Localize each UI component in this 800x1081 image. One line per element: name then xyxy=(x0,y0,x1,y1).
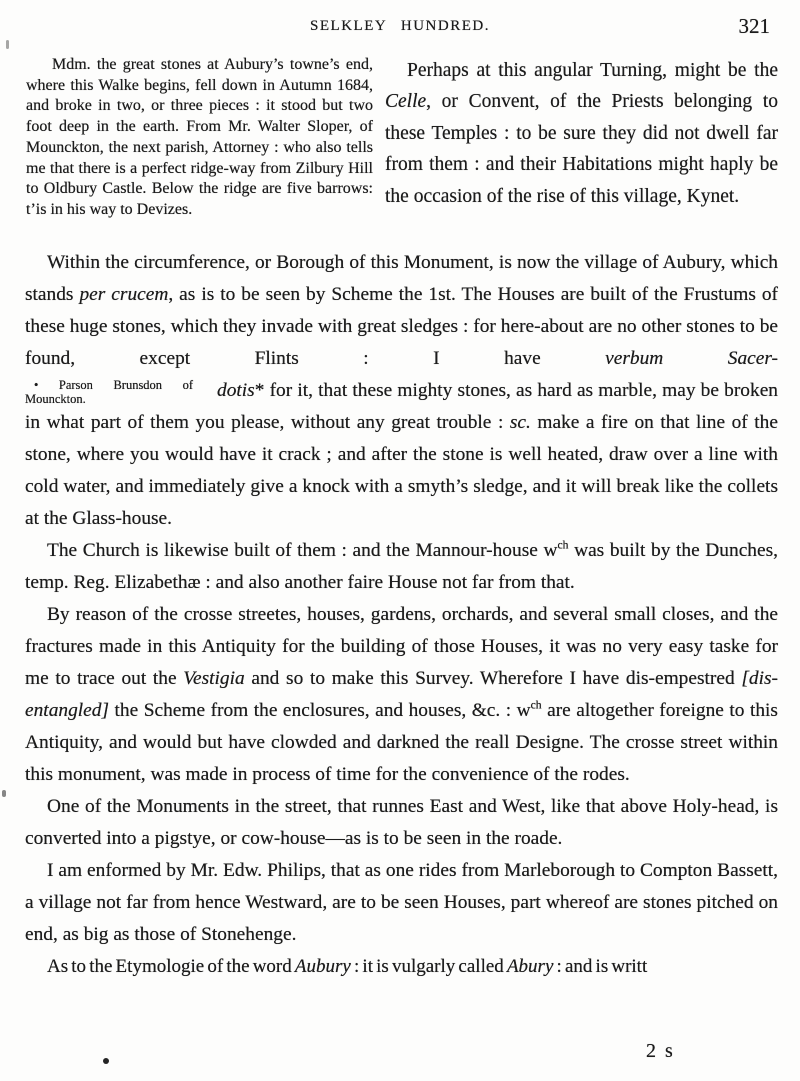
page-number: 321 xyxy=(738,14,770,38)
paragraph-within-circumference: Within the circumference, or Borough of this Monument, is now the village of Aubury, which stands per crucem, as is to be seen by Scheme the 1st. The Houses are built of the Frustums of these huge stones, which they invade with great sledges : for here-about are no other stones to be found, except Flints : I have verbum Sacer- xyxy=(25,252,779,369)
running-head xyxy=(0,14,800,42)
memorandum-column: Mdm. the great stones at Aubury’s towne’s end, where this Walke begins, fell down in Autumn 1684, and broke in two, or three pieces : it stood but two foot deep in the earth. From Mr. Walter Sloper, of Mounckton, the next parish, Attorney : who also tells me that there is a perfect ridge-way from Zilbury Hill to Oldbury Castle. Below the ridge are five barrows: t’is in his way to Devizes. xyxy=(26,56,373,218)
paragraph-dotis-text: dotis* for it, that these mighty stones, as hard as marble, may be broken in what part of them you please, without any great trouble : sc. make a fire on that line of the stone, where you would have it crack ; and after the stone is well heated, draw over a line with cold water, and immediately give a knock with a smyth’s sledge, and it will break like the collets at the Glass-house. xyxy=(25,380,778,529)
ink-spot xyxy=(103,1058,109,1064)
running-title: SELKLEY HUNDRED. xyxy=(310,18,490,34)
ink-spot xyxy=(2,790,6,797)
signature-mark: 2 s xyxy=(646,1040,675,1062)
intro-column: Perhaps at this angular Turning, might be the Celle, or Convent, of the Priests belonging to these Temples : to be sure they did not dwell far from them : and their Habitations might haply be the occasion of the rise of this village, Kynet. xyxy=(385,60,778,207)
paragraph-church: The Church is likewise built of them : and the Mannour-house $w^{ch}$ was built by the Dunches, temp. Reg. Elizabethæ : and also another faire House not far from that. xyxy=(25,538,778,593)
ink-spot xyxy=(6,40,9,49)
paragraph-dotis xyxy=(25,375,778,535)
paragraph-enformed: I am enformed by Mr. Edw. Philips, that as one rides from Marleborough to Compton Bassett, a village not far from hence Westward, are to be seen Houses, part whereof are stones pitched on end, as big as those of Stonehenge. xyxy=(25,860,778,945)
main-text xyxy=(25,247,778,983)
margin-note: • Parson Brunsdon of Mounckton. xyxy=(25,378,193,406)
paragraph-monuments: One of the Monuments in the street, that runnes East and West, like that above Holy-head, is converted into a pigstye, or cow-house—as is to be seen in the roade. xyxy=(25,796,778,849)
paragraph-etymologie: As to the Etymologie of the word Aubury : it is vulgarly called Abury : and is writt xyxy=(47,956,648,977)
paragraph-by-reason: By reason of the crosse streetes, houses, gardens, orchards, and several small closes, and the fractures made in this Antiquity for the building of those Houses, it was no very easy taske for me to trace out the Vestigia and so to make this Survey. Wherefore I have dis-empestred [dis-entangled] the Scheme from the enclosures, and houses, &c. : $w^{ch}$ are altogether foreigne to this Antiquity, and would but have clowded and darkned the reall Designe. The crosse street within this monument, was made in process of time for the convenience of the rodes. xyxy=(25,604,778,785)
memorandum-section xyxy=(26,55,778,221)
